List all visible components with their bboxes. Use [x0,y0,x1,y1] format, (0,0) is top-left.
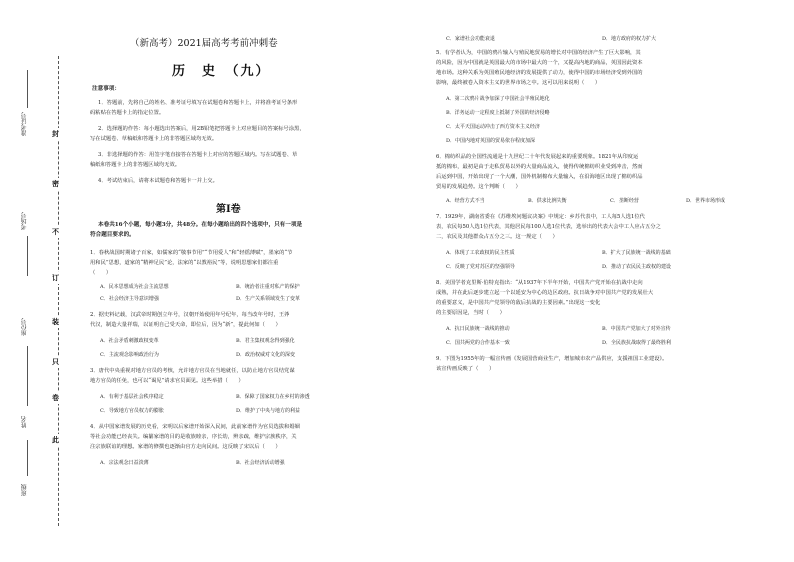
question-text: 影响，最终被卷入资本主义的世界市场之中。这可以用来说明（ ） [436,80,601,86]
binding-strip [0,0,82,562]
option-b: B．扩大了民族统一战线的基础 [602,250,671,256]
option-a: A．体现了工农政权的民主性质 [446,250,515,256]
exam-source: （新高考）2021届高考考前冲刺卷 [130,38,278,49]
option-d: D．世界市场形成 [686,198,726,204]
cut-char: 装 [52,317,59,326]
field-line [27,346,28,406]
seal-line [58,56,59,526]
question-text: 二，农民及其他群众占五分之三。这一规定（ ） [436,234,558,240]
cut-char: 此 [52,435,59,444]
notice-line: 写在试题卷、草稿纸和答题卡上的非答题区域均无效。 [90,136,218,142]
option-b: B．社会经济活动增强 [236,460,285,466]
option-a: A．有利于基层社会秩序稳定 [100,394,164,400]
question-text: 表，农民每50人选1位代表，其他居民每100人选1位代表，选举出的代表大会中工人应占五分之 [436,224,661,230]
option-b: B．洋务运动一定程度上抵制了外国的经济侵略 [446,110,550,116]
option-d: D．中国内地对英国的贸易依存程度加深 [446,138,536,144]
question-text: 用和民”思想，道家的“精神足民”论，法家的“以教裕民”等，说明思想家们都注重 [90,260,279,266]
section-intro: 本卷共16个小题，每小题3分，共48分。在每小题给出的四个选项中，只有一项是 [98,222,303,228]
option-c: C．国共两党的合作基本一致 [446,340,510,346]
option-b: B．中国共产党加大了对外宣传 [602,326,671,332]
cut-char: 只 [52,357,59,366]
question-text: 8．美国学者克里斯·伯特克指出：“从1937年下半年开始，中国共产党开始在抗战中走向 [436,280,643,286]
option-d: D．地方政府的权力扩大 [602,36,657,42]
notice-line: 稿纸和答题卡上的非答题区域均无效。 [90,162,181,168]
question-text: 成熟，并在此后逐步建立起一个以延安为中心的边区政府。抗日战争对中国共产党的发展壮大 [436,290,654,296]
notice-title: 注意事项： [92,86,120,92]
question-text: 6．棉纺织品的全国性流通是十九世纪二十年代发展起来的重要现象。1821年从印度运 [436,154,639,160]
cut-char: 卷 [52,393,59,402]
question-text: 5．有学者认为，中国的鸦片输入与殖民地贸易的增长对中国的经济产生了巨大影响，其 [436,50,641,56]
field-line [27,440,28,476]
option-d: D．生产关系领域发生了变革 [236,296,301,302]
notice-line: 3．非选择题的作答：用签字笔直接答在答题卡上对应的答题区域内。写在试题卷、草 [98,152,298,158]
question-text: 9．下图为1955年的一幅宣传画《发展国营商业生产，增加城市农产品供应，支援祖国工业建设》。 [436,356,668,362]
notice-line: 1．答题前，先将自己的姓名、准考证号填写在试题卷和答题卡上，并将准考证号条形 [98,100,298,106]
question-text: 的风险，因为中国就是英国最大的市场中最大的一个，又提高内地的商品，英国因此资本 [436,60,643,66]
field-line [27,70,28,108]
question-text: 的重要意义，是中国共产党领导的敌后抗战的主要因素。”出现这一变化 [436,300,601,306]
field-line [27,236,28,276]
option-d: D．推动了农民民主政权的建设 [602,264,672,270]
question-text: 抵的棉布，最初是由于走私贸易以外的大量商品流入，使得传统棉纺织业受到冲击，然而 [436,164,643,170]
field-exam-room: 考场号 [21,212,28,230]
question-text: 4．从中国家谱发展的历史看，宋明以后家谱开始深入民间，此前家谱作为官员选拔和婚姻 [90,424,300,430]
option-d: D．维护了中央与地方的利益 [236,408,301,414]
option-c: C．太平天国运动冲击了西方资本主义经济 [446,124,540,130]
question-text: （ ） [90,270,112,276]
option-b: B．供求比例失衡 [528,198,567,204]
field-name: 姓名 [21,416,28,428]
question-text: 1．春秋战国时期诸子百家，如儒家的“敬事节用”“节用爱人”和“轻徭薄赋”，墨家的“节 [90,250,293,256]
page-title: 历 史 （九） [172,64,271,79]
option-a: A．经营方式不当 [446,198,485,204]
question-text: 地方官员的任免，也可以“谒见”请求官员面见。这些举措（ ） [90,378,244,384]
option-d: D．政治权威对文化的深变 [236,352,296,358]
section-title: 第Ⅰ卷 [216,204,241,215]
question-text: 代汉，制造大量祥瑞，以证明自己受天命，即位后，因为“新”，提此何如（ ） [90,322,281,328]
question-text: 贸易的发展趋势。这个判断（ ） [436,184,521,190]
option-b: B．统治者注重对私产的保护 [236,284,300,290]
notice-line: 码粘贴在答题卡上的指定位置。 [90,110,165,116]
option-c: C．导致地方官员权力的膨胀 [100,408,164,414]
option-a: A．第二次鸦片战争加深了中国社会半殖民地化 [446,96,550,102]
option-a: A．社会矛盾刺激政权变革 [100,338,159,344]
question-text: 该宣传画反映了（ ） [436,366,495,372]
question-text: 地市场。这种关系为英国殖民地经济的发展提供了动力，使得中国的市场经济受到外国的 [436,70,643,76]
field-admission-number: 准考证号 [21,112,28,136]
field-seat-number: 座位号 [21,318,28,336]
question-text: 2．据史料记载，汉武帝时期创立年号，汉朝开始使用年号纪年，每当改年号时，王莽 [90,312,290,318]
section-intro: 符合题目要求的。 [90,232,135,238]
notice-line: 2．选择题的作答：每小题选出答案后，用2B铅笔把答题卡上对应题目的答案标号涂黑， [98,126,305,132]
question-text: 注宗族联谊的理想。家谱的修撰也逐渐由官方走向民间。这反映了宋以后（ ） [90,444,281,450]
question-text: 后运到中国，开始出现了一个大潮，国外机制棉布大量输入，在沿海地区出现了棉纺织品 [436,174,643,180]
option-c: C．家谱社会功能衰退 [446,36,495,42]
question-text: 等社会功能已经丧失。编纂家谱的目的是收族睦亲，序长幼，辨亲疏，维护宗族秩序，关 [90,434,297,440]
cut-char: 封 [52,129,59,138]
question-text: 7．1929年，湖南省委在《苏维埃问题议决案》中规定：乡苏代表中，工人每5人选1位代 [436,214,645,220]
cut-char: 订 [52,273,59,282]
field-class: 班级 [21,484,28,496]
option-b: B．保障了国家权力在乡村的渗透 [236,394,310,400]
cut-char: 不 [52,227,59,236]
cut-char: 密 [52,179,59,188]
option-c: C．社会经济主导意识增强 [100,296,159,302]
option-c: C．反映了党对苏区的坚强领导 [446,264,515,270]
question-text: 的主要原因是，当时（ ） [436,310,505,316]
option-a: A．宗法观念日益淡薄 [100,460,149,466]
option-a: A．抗日民族统一战线的推动 [446,326,510,332]
notice-line: 4．考试结束后，请将本试题卷和答题卡一并上交。 [98,178,218,184]
option-a: A．民本思想成为社会主流思想 [100,284,169,290]
option-b: B．君主集权观念得到强化 [236,338,295,344]
question-text: 3．唐代中央重视对地方官员的考核，允许地方官员在当地就任，以防止地方官员结党谋 [90,368,295,374]
option-c: C．垄断经营 [610,198,639,204]
option-d: D．全民族抗战取得了最终胜利 [602,340,672,346]
option-c: C．主流观念影响政治行为 [100,352,159,358]
